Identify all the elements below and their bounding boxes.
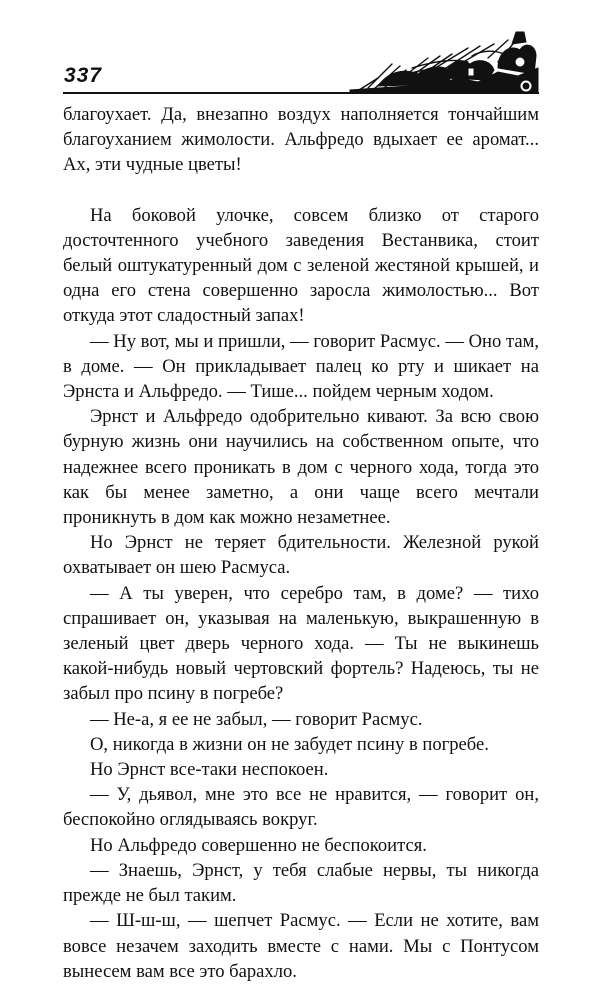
paragraph: О, никогда в жизни он не забудет псину в погребе. <box>90 733 489 755</box>
paragraph: — Ш-ш-ш, — шепчет Расмус. — Если не хотите, вам вовсе незачем заходить вместе с нами. Мы с Понтусом вынесем вам все это барахло. <box>63 910 539 982</box>
paragraph: Но Альфредо совершенно не беспокоится. <box>90 834 427 856</box>
paragraph: На боковой улочке, совсем близко от старого досточтенного учебного заведения Вестанвика, стоит белый оштукатуренный дом с зеленой жестяной крышей, и одна его стена совершенно заросла жимолостью... Вот откуда этот сладостный запах! <box>63 204 539 327</box>
page-number: 337 <box>64 64 103 87</box>
paragraph: — Ну вот, мы и пришли, — говорит Расмус. — Оно там, в доме. — Он прикладывает палец ко рту и шикает на Эрнста и Альфредо. — Тише... пойдем черным ходом. <box>63 330 539 403</box>
paragraph: — У, дьявол, мне это все не нравится, — говорит он, беспокойно оглядываясь вокруг. <box>63 784 539 831</box>
paragraph: Но Эрнст все-таки неспокоен. <box>90 759 329 781</box>
ink-sketch-vignette-icon <box>348 28 540 94</box>
paragraph: — А ты уверен, что серебро там, в доме? — тихо спрашивает он, указывая на маленькую, выкрашенную в зеленый цвет дверь черного хода. — Ты не выкинешь какой-нибудь новый чертовский фортель? Надеюсь, ты не забыл про псину в погребе? <box>63 582 539 705</box>
paragraph: — Не-а, я ее не забыл, — говорит Расмус. <box>90 708 423 730</box>
paragraph: — Знаешь, Эрнст, у тебя слабые нервы, ты никогда прежде не был таким. <box>63 859 539 907</box>
paragraph: благоухает. Да, внезапно воздух наполняется тончайшим благоуханием жимолости. Альфредо вдыхает ее аромат... Ах, эти чудные цветы! <box>63 104 539 176</box>
paragraph: Но Эрнст не теряет бдительности. Железной рукой охватывает он шею Расмуса. <box>63 532 539 579</box>
header-rule <box>63 92 539 94</box>
body-text <box>63 102 539 984</box>
paragraph: Эрнст и Альфредо одобрительно кивают. За всю свою бурную жизнь они научились на собственном опыте, что надежнее всего проникать в дом с черного хода, тогда это как бы менее заметно, а они чаще всего мечтали проникнуть в дом как можно незаметнее. <box>63 406 539 529</box>
